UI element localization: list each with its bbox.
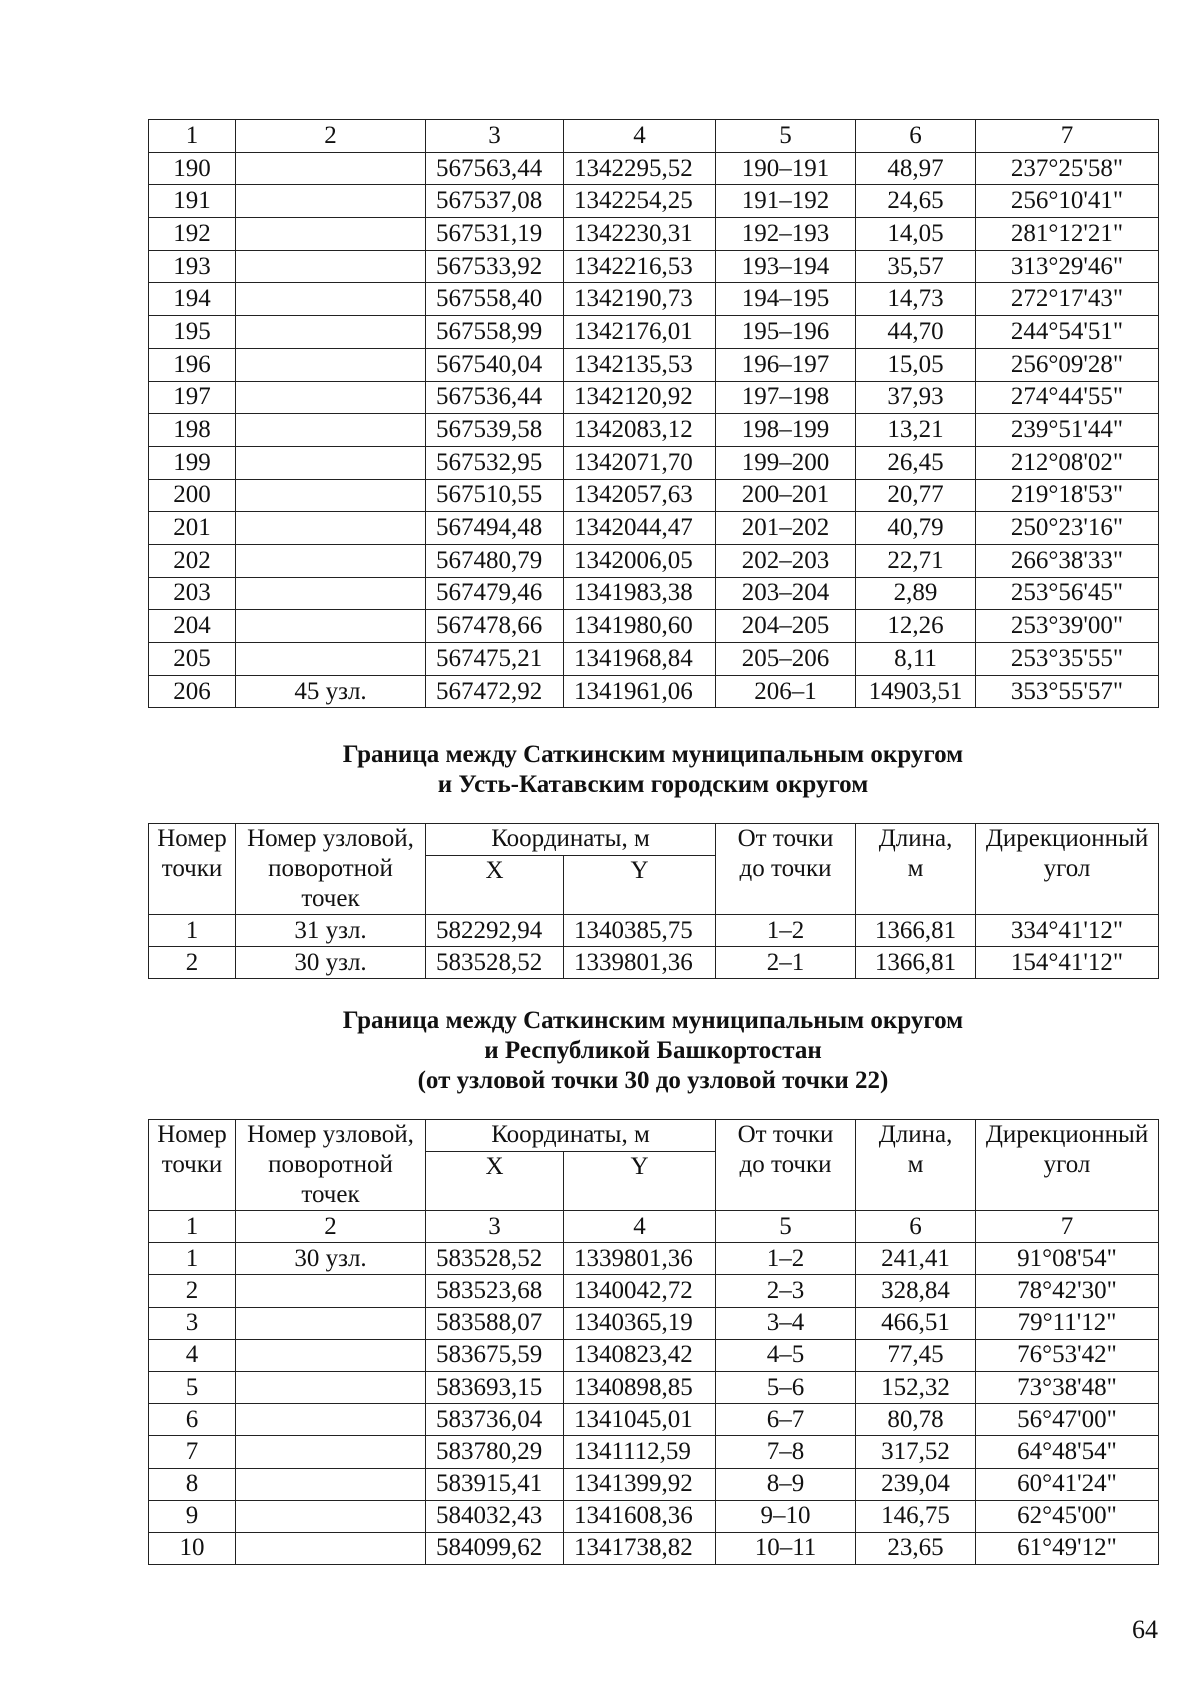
table-cell: 5 — [149, 1371, 236, 1403]
table-cell: 567563,44 — [426, 152, 564, 185]
table-cell: 6 — [149, 1404, 236, 1436]
header-coordinates: Координаты, м — [426, 1120, 716, 1152]
table-cell — [236, 1532, 426, 1564]
table-cell: 198–199 — [716, 414, 856, 447]
boundary-table-ust-katav — [148, 823, 1159, 979]
table-cell: 584099,62 — [426, 1532, 564, 1564]
table-cell: 14903,51 — [856, 675, 976, 708]
table-cell: 24,65 — [856, 185, 976, 218]
table-cell: 60°41'24" — [976, 1468, 1159, 1500]
table-row — [149, 1404, 1159, 1436]
table-cell: 12,26 — [856, 610, 976, 643]
table-cell — [236, 512, 426, 545]
table-cell: 583588,07 — [426, 1307, 564, 1339]
table-cell: 1341968,84 — [564, 643, 716, 676]
table-cell: 353°55'57" — [976, 675, 1159, 708]
table-row — [149, 1307, 1159, 1339]
table-cell: 40,79 — [856, 512, 976, 545]
table-cell: 1366,81 — [856, 947, 976, 979]
table-cell: 73°38'48" — [976, 1371, 1159, 1403]
table-cell: 154°41'12" — [976, 947, 1159, 979]
table-cell: 567537,08 — [426, 185, 564, 218]
table-cell — [236, 643, 426, 676]
table-cell — [236, 348, 426, 381]
table-cell: 76°53'42" — [976, 1339, 1159, 1371]
table-cell: 196–197 — [716, 348, 856, 381]
table-cell — [236, 1468, 426, 1500]
table-row — [149, 1371, 1159, 1403]
table-cell: 567532,95 — [426, 446, 564, 479]
table-cell: 583523,68 — [426, 1275, 564, 1307]
table-cell: 250°23'16" — [976, 512, 1159, 545]
table-cell: 48,97 — [856, 152, 976, 185]
table-row — [149, 283, 1159, 316]
section-title-ust-katav — [148, 740, 1158, 800]
table-cell: 256°09'28" — [976, 348, 1159, 381]
header-y: Y — [564, 855, 716, 914]
table-cell: 1339801,36 — [564, 947, 716, 979]
table-row — [149, 479, 1159, 512]
header-angle: Дирекционный угол — [976, 1120, 1159, 1211]
table-cell: 583528,52 — [426, 947, 564, 979]
title-line: Граница между Саткинским муниципальным округом — [342, 1007, 964, 1034]
table-row — [149, 381, 1159, 414]
table-cell: 7 — [149, 1436, 236, 1468]
table-cell: 583780,29 — [426, 1436, 564, 1468]
table-cell: 1342135,53 — [564, 348, 716, 381]
table-row — [149, 1468, 1159, 1500]
table-cell — [236, 577, 426, 610]
table-cell: 313°29'46" — [976, 250, 1159, 283]
table-cell — [236, 250, 426, 283]
table-cell: 583675,59 — [426, 1339, 564, 1371]
table-cell: 196 — [149, 348, 236, 381]
table-cell: 193–194 — [716, 250, 856, 283]
table-cell: 1342071,70 — [564, 446, 716, 479]
table-cell: 1 — [149, 1243, 236, 1275]
table-cell: 583528,52 — [426, 1243, 564, 1275]
table-cell: 256°10'41" — [976, 185, 1159, 218]
table-cell: 31 узл. — [236, 915, 426, 947]
table-cell: 195–196 — [716, 316, 856, 349]
table-cell: 1366,81 — [856, 915, 976, 947]
table-cell: 199–200 — [716, 446, 856, 479]
column-numbering-row: 1 2 3 4 5 6 7 — [149, 1211, 1159, 1243]
header-node: Номер узловой, поворотной точек — [236, 1120, 426, 1211]
table-cell: 37,93 — [856, 381, 976, 414]
table-cell: 1340823,42 — [564, 1339, 716, 1371]
table-cell — [236, 1371, 426, 1403]
table-cell — [236, 610, 426, 643]
table-cell: 2–1 — [716, 947, 856, 979]
table-cell: 1–2 — [716, 915, 856, 947]
table-cell: 6–7 — [716, 1404, 856, 1436]
boundary-table-continuation — [148, 119, 1159, 708]
table-cell: 201–202 — [716, 512, 856, 545]
table-cell: 1341608,36 — [564, 1500, 716, 1532]
table-cell: 26,45 — [856, 446, 976, 479]
table-row — [149, 1500, 1159, 1532]
table-cell: 195 — [149, 316, 236, 349]
table-cell: 1341045,01 — [564, 1404, 716, 1436]
table-cell: 317,52 — [856, 1436, 976, 1468]
table-cell: 203–204 — [716, 577, 856, 610]
table-cell: 9–10 — [716, 1500, 856, 1532]
title-line: и Республикой Башкортостан — [484, 1037, 822, 1064]
table-cell: 45 узл. — [236, 675, 426, 708]
table-cell — [236, 381, 426, 414]
table-cell: 10 — [149, 1532, 236, 1564]
table-cell: 1342295,52 — [564, 152, 716, 185]
table-cell: 8,11 — [856, 643, 976, 676]
table-cell: 22,71 — [856, 544, 976, 577]
table-cell: 197–198 — [716, 381, 856, 414]
table-cell: 1 — [149, 915, 236, 947]
header-x: X — [426, 1151, 564, 1210]
table-cell: 281°12'21" — [976, 218, 1159, 251]
table-cell: 204–205 — [716, 610, 856, 643]
table-cell: 567539,58 — [426, 414, 564, 447]
table-cell: 567533,92 — [426, 250, 564, 283]
table-cell: 1342230,31 — [564, 218, 716, 251]
table-cell: 205 — [149, 643, 236, 676]
table-row — [149, 610, 1159, 643]
table-cell: 567540,04 — [426, 348, 564, 381]
table-row — [149, 250, 1159, 283]
table-cell: 272°17'43" — [976, 283, 1159, 316]
table-cell — [236, 218, 426, 251]
table-cell: 200 — [149, 479, 236, 512]
table-cell: 334°41'12" — [976, 915, 1159, 947]
table-cell: 567480,79 — [426, 544, 564, 577]
table-cell: 328,84 — [856, 1275, 976, 1307]
table-cell: 190–191 — [716, 152, 856, 185]
table-cell — [236, 152, 426, 185]
title-line: и Усть-Катавским городским округом — [437, 771, 869, 798]
table-cell: 253°56'45" — [976, 577, 1159, 610]
table-cell: 466,51 — [856, 1307, 976, 1339]
table-cell — [236, 283, 426, 316]
table-cell: 567531,19 — [426, 218, 564, 251]
table-cell: 62°45'00" — [976, 1500, 1159, 1532]
table-cell: 201 — [149, 512, 236, 545]
table-cell: 239,04 — [856, 1468, 976, 1500]
table-cell: 23,65 — [856, 1532, 976, 1564]
header-y: Y — [564, 1151, 716, 1210]
table-cell: 244°54'51" — [976, 316, 1159, 349]
table-cell: 1340898,85 — [564, 1371, 716, 1403]
table-body — [149, 152, 1159, 708]
table-cell: 2,89 — [856, 577, 976, 610]
table-cell: 4–5 — [716, 1339, 856, 1371]
table-cell: 1342254,25 — [564, 185, 716, 218]
table-cell: 1342044,47 — [564, 512, 716, 545]
table-cell: 567558,99 — [426, 316, 564, 349]
table-row — [149, 544, 1159, 577]
table-row — [149, 512, 1159, 545]
table-cell: 212°08'02" — [976, 446, 1159, 479]
table-cell: 567494,48 — [426, 512, 564, 545]
table-cell — [236, 479, 426, 512]
table-row — [149, 316, 1159, 349]
table-row — [149, 947, 1159, 979]
table-cell: 193 — [149, 250, 236, 283]
table-cell — [236, 1500, 426, 1532]
table-cell: 1341112,59 — [564, 1436, 716, 1468]
header-length: Длина, м — [856, 824, 976, 915]
table-row — [149, 643, 1159, 676]
table-cell: 567472,92 — [426, 675, 564, 708]
table-cell: 203 — [149, 577, 236, 610]
table-cell: 14,73 — [856, 283, 976, 316]
header-coordinates: Координаты, м — [426, 824, 716, 856]
table-cell: 15,05 — [856, 348, 976, 381]
table-cell: 8–9 — [716, 1468, 856, 1500]
table-cell: 30 узл. — [236, 947, 426, 979]
table-cell: 253°35'55" — [976, 643, 1159, 676]
table-row — [149, 348, 1159, 381]
table-cell — [236, 414, 426, 447]
table-cell — [236, 1307, 426, 1339]
table-cell: 3 — [149, 1307, 236, 1339]
table-cell: 190 — [149, 152, 236, 185]
table-cell: 152,32 — [856, 1371, 976, 1403]
column-numbering-row: 1 2 3 4 5 6 7 — [149, 120, 1159, 153]
table-cell: 7–8 — [716, 1436, 856, 1468]
table-cell: 266°38'33" — [976, 544, 1159, 577]
table-row — [149, 152, 1159, 185]
table-cell: 8 — [149, 1468, 236, 1500]
table-row — [149, 414, 1159, 447]
table-cell: 91°08'54" — [976, 1243, 1159, 1275]
table-cell: 1342120,92 — [564, 381, 716, 414]
header-angle: Дирекционный угол — [976, 824, 1159, 915]
table-row — [149, 1436, 1159, 1468]
header-node: Номер узловой, поворотной точек — [236, 824, 426, 915]
page-number: 64 — [1132, 1615, 1158, 1644]
table-cell — [236, 316, 426, 349]
header-row — [149, 824, 1159, 856]
table-row — [149, 446, 1159, 479]
table-cell — [236, 446, 426, 479]
table-cell: 2–3 — [716, 1275, 856, 1307]
table-cell: 56°47'00" — [976, 1404, 1159, 1436]
table-cell: 5–6 — [716, 1371, 856, 1403]
table-row — [149, 1532, 1159, 1564]
table-row — [149, 577, 1159, 610]
table-cell: 200–201 — [716, 479, 856, 512]
title-line: Граница между Саткинским муниципальным округом — [342, 741, 964, 768]
table-cell: 204 — [149, 610, 236, 643]
table-cell: 77,45 — [856, 1339, 976, 1371]
table-cell: 192 — [149, 218, 236, 251]
table-cell: 567475,21 — [426, 643, 564, 676]
table-cell: 194–195 — [716, 283, 856, 316]
table-cell: 192–193 — [716, 218, 856, 251]
table-cell: 583915,41 — [426, 1468, 564, 1500]
table-cell: 567478,66 — [426, 610, 564, 643]
table-cell: 3–4 — [716, 1307, 856, 1339]
table-cell: 197 — [149, 381, 236, 414]
table-cell: 14,05 — [856, 218, 976, 251]
table-cell: 13,21 — [856, 414, 976, 447]
table-cell: 567510,55 — [426, 479, 564, 512]
table-cell: 20,77 — [856, 479, 976, 512]
table-cell — [236, 1404, 426, 1436]
header-x: X — [426, 855, 564, 914]
table-cell: 1340042,72 — [564, 1275, 716, 1307]
table-cell: 1342057,63 — [564, 479, 716, 512]
header-from-to: От точки до точки — [716, 1120, 856, 1211]
table-cell: 567479,46 — [426, 577, 564, 610]
table-cell — [236, 1275, 426, 1307]
table-cell: 1341961,06 — [564, 675, 716, 708]
table-cell: 583693,15 — [426, 1371, 564, 1403]
table-row — [149, 1339, 1159, 1371]
table-cell: 584032,43 — [426, 1500, 564, 1532]
table-cell: 80,78 — [856, 1404, 976, 1436]
header-from-to: От точки до точки — [716, 824, 856, 915]
table-cell: 567558,40 — [426, 283, 564, 316]
table-cell: 1342190,73 — [564, 283, 716, 316]
boundary-table-bashkortostan — [148, 1119, 1159, 1565]
table-cell: 146,75 — [856, 1500, 976, 1532]
table-cell: 191–192 — [716, 185, 856, 218]
table-cell: 202–203 — [716, 544, 856, 577]
table-cell: 1341980,60 — [564, 610, 716, 643]
table-cell: 1342006,05 — [564, 544, 716, 577]
table-cell: 205–206 — [716, 643, 856, 676]
table-cell: 1342083,12 — [564, 414, 716, 447]
table-cell: 583736,04 — [426, 1404, 564, 1436]
table-cell: 237°25'58" — [976, 152, 1159, 185]
table-cell: 2 — [149, 1275, 236, 1307]
table-body — [149, 915, 1159, 979]
table-cell: 239°51'44" — [976, 414, 1159, 447]
table-cell: 78°42'30" — [976, 1275, 1159, 1307]
table-cell: 1341399,92 — [564, 1468, 716, 1500]
table-cell: 1–2 — [716, 1243, 856, 1275]
table-cell: 1339801,36 — [564, 1243, 716, 1275]
table-cell — [236, 1436, 426, 1468]
table-row — [149, 915, 1159, 947]
table-cell: 44,70 — [856, 316, 976, 349]
title-line: (от узловой точки 30 до узловой точки 22) — [417, 1067, 889, 1094]
header-point: Номер точки — [149, 824, 236, 915]
section-title-bashkortostan — [148, 1006, 1158, 1096]
table-cell — [236, 544, 426, 577]
table-cell: 274°44'55" — [976, 381, 1159, 414]
table-row — [149, 185, 1159, 218]
table-body — [149, 1243, 1159, 1565]
table-cell: 219°18'53" — [976, 479, 1159, 512]
header-row — [149, 1120, 1159, 1152]
table-cell: 35,57 — [856, 250, 976, 283]
table-cell: 253°39'00" — [976, 610, 1159, 643]
table-cell: 241,41 — [856, 1243, 976, 1275]
table-cell: 202 — [149, 544, 236, 577]
table-cell: 4 — [149, 1339, 236, 1371]
header-length: Длина, м — [856, 1120, 976, 1211]
table-cell: 64°48'54" — [976, 1436, 1159, 1468]
table-cell: 1341983,38 — [564, 577, 716, 610]
table-cell: 1342216,53 — [564, 250, 716, 283]
table-cell: 191 — [149, 185, 236, 218]
header-point: Номер точки — [149, 1120, 236, 1211]
table-cell: 194 — [149, 283, 236, 316]
table-cell: 198 — [149, 414, 236, 447]
table-cell: 10–11 — [716, 1532, 856, 1564]
table-cell: 206–1 — [716, 675, 856, 708]
table-cell: 567536,44 — [426, 381, 564, 414]
table-cell: 1341738,82 — [564, 1532, 716, 1564]
table-row — [149, 675, 1159, 708]
table-cell: 79°11'12" — [976, 1307, 1159, 1339]
table-row — [149, 218, 1159, 251]
table-cell: 1342176,01 — [564, 316, 716, 349]
table-cell: 30 узл. — [236, 1243, 426, 1275]
table-cell: 582292,94 — [426, 915, 564, 947]
table-row — [149, 1243, 1159, 1275]
table-cell: 9 — [149, 1500, 236, 1532]
table-cell: 1340365,19 — [564, 1307, 716, 1339]
table-cell: 206 — [149, 675, 236, 708]
table-row — [149, 1275, 1159, 1307]
table-cell: 199 — [149, 446, 236, 479]
table-cell: 61°49'12" — [976, 1532, 1159, 1564]
table-cell: 2 — [149, 947, 236, 979]
table-cell — [236, 1339, 426, 1371]
table-cell: 1340385,75 — [564, 915, 716, 947]
table-cell — [236, 185, 426, 218]
